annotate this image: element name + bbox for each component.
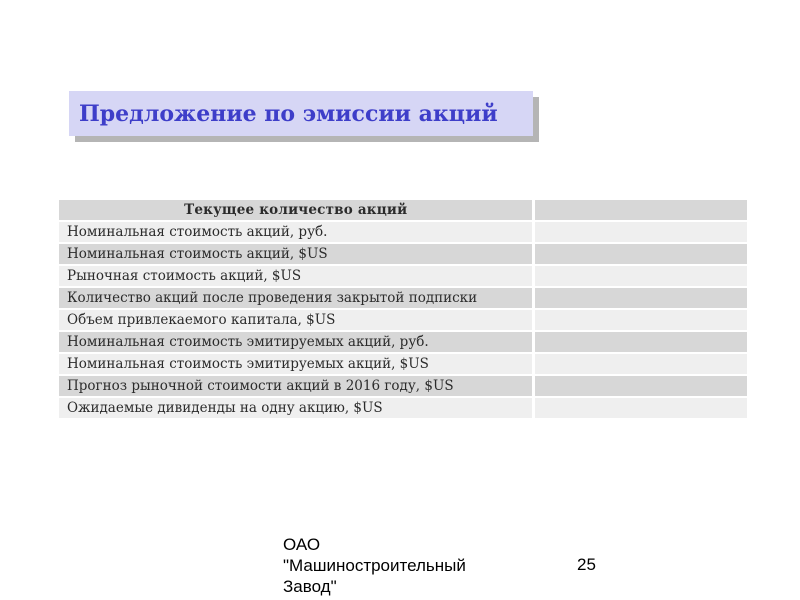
row-label: Номинальная стоимость эмитируемых акций, руб. [59, 332, 532, 352]
page-number: 25 [577, 555, 596, 574]
table-row [59, 354, 747, 374]
row-label: Прогноз рыночной стоимости акций в 2016 году, $US [59, 376, 532, 396]
row-label: Номинальная стоимость акций, руб. [59, 222, 532, 242]
row-value [532, 222, 747, 242]
row-label: Рыночная стоимость акций, $US [59, 266, 532, 286]
row-label: Номинальная стоимость акций, $US [59, 244, 532, 264]
row-label: Количество акций после проведения закрытой подписки [59, 288, 532, 308]
row-value [532, 398, 747, 418]
row-label: Номинальная стоимость эмитируемых акций, $US [59, 354, 532, 374]
table-row [59, 244, 747, 264]
header-value [532, 200, 747, 220]
footer-company [283, 534, 466, 597]
table-row [59, 222, 747, 242]
table-row [59, 310, 747, 330]
table-row [59, 266, 747, 286]
footer-company-line: "Машиностроительный [283, 556, 466, 575]
footer-company-line: Завод" [283, 577, 337, 596]
slide-title: Предложение по эмиссии акций [79, 100, 498, 127]
title-box [69, 91, 533, 136]
row-value [532, 244, 747, 264]
share-issue-table [59, 198, 747, 420]
row-value [532, 266, 747, 286]
table-row [59, 376, 747, 396]
row-value [532, 288, 747, 308]
row-value [532, 310, 747, 330]
table-row [59, 288, 747, 308]
row-label: Ожидаемые дивиденды на одну акцию, $US [59, 398, 532, 418]
row-value [532, 332, 747, 352]
table-row [59, 332, 747, 352]
footer-company-line: ОАО [283, 535, 321, 554]
row-value [532, 376, 747, 396]
row-value [532, 354, 747, 374]
row-label: Объем привлекаемого капитала, $US [59, 310, 532, 330]
table-header-row [59, 200, 747, 220]
table-row [59, 398, 747, 418]
header-label: Текущее количество акций [59, 200, 532, 220]
